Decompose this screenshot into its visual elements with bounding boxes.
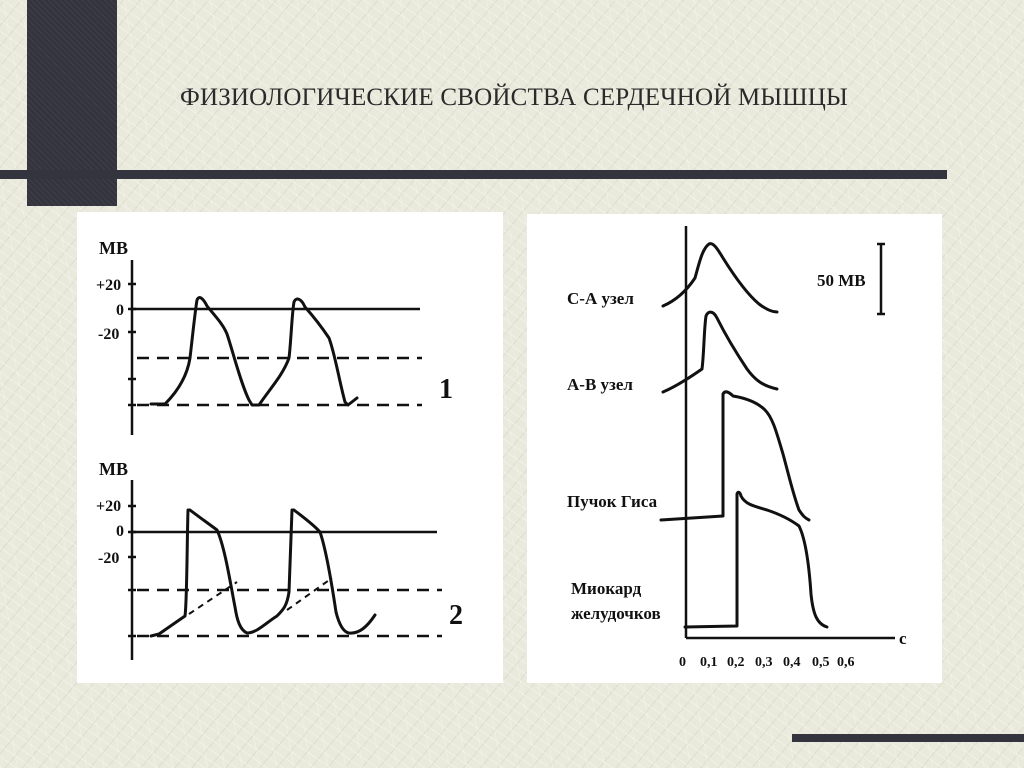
x-tick-0-6: 0,6	[837, 655, 855, 670]
footer-bar	[792, 734, 1024, 742]
scale-bar-label: 50 МВ	[817, 271, 866, 290]
graph1-tick-minus20: -20	[98, 326, 120, 343]
conduction-system-figure	[527, 214, 942, 683]
graph1-unit-label: МВ	[99, 238, 128, 258]
graph2-tick-zero: 0	[116, 523, 124, 540]
graph2-number-label: 2	[449, 600, 463, 631]
x-tick-0-3: 0,3	[755, 655, 773, 670]
graph1-pacemaker-trace	[151, 298, 357, 405]
ventricular-myocardium-trace	[685, 492, 827, 627]
sa-node-trace	[663, 244, 777, 312]
row-label-his-bundle: Пучок Гиса	[567, 492, 658, 511]
x-axis-unit-label: с	[899, 629, 907, 648]
graph2-unit-label: МВ	[99, 459, 128, 479]
page-title: ФИЗИОЛОГИЧЕСКИЕ СВОЙСТВА СЕРДЕЧНОЙ МЫШЦЫ	[180, 84, 849, 111]
row-label-av-node: А-В узел	[567, 375, 633, 394]
graph1-tick-plus20: +20	[96, 277, 122, 294]
x-tick-0-1: 0,1	[700, 655, 718, 670]
action-potential-svg	[77, 212, 503, 683]
graph2-slow-depolarization-dash	[287, 578, 332, 610]
graph2-tick-minus20: -20	[98, 550, 120, 567]
x-tick-0-4: 0,4	[783, 655, 801, 670]
graph1-tick-zero: 0	[116, 302, 124, 319]
x-tick-0-2: 0,2	[727, 655, 745, 670]
row-label-sa-node: С-А узел	[567, 289, 634, 308]
conduction-system-svg	[527, 214, 942, 683]
row-label-myocardium: Миокард	[571, 579, 642, 598]
row-label-ventricles: желудочков	[571, 604, 661, 623]
graph2-myocyte-trace	[151, 510, 375, 636]
x-tick-0: 0	[679, 655, 686, 670]
av-node-trace	[663, 312, 777, 392]
his-bundle-trace	[661, 392, 809, 520]
action-potential-figure	[77, 212, 503, 683]
x-tick-0-5: 0,5	[812, 655, 830, 670]
title-underline-bar	[0, 170, 947, 179]
graph1-number-label: 1	[439, 374, 453, 405]
graph2-tick-plus20: +20	[96, 498, 122, 515]
